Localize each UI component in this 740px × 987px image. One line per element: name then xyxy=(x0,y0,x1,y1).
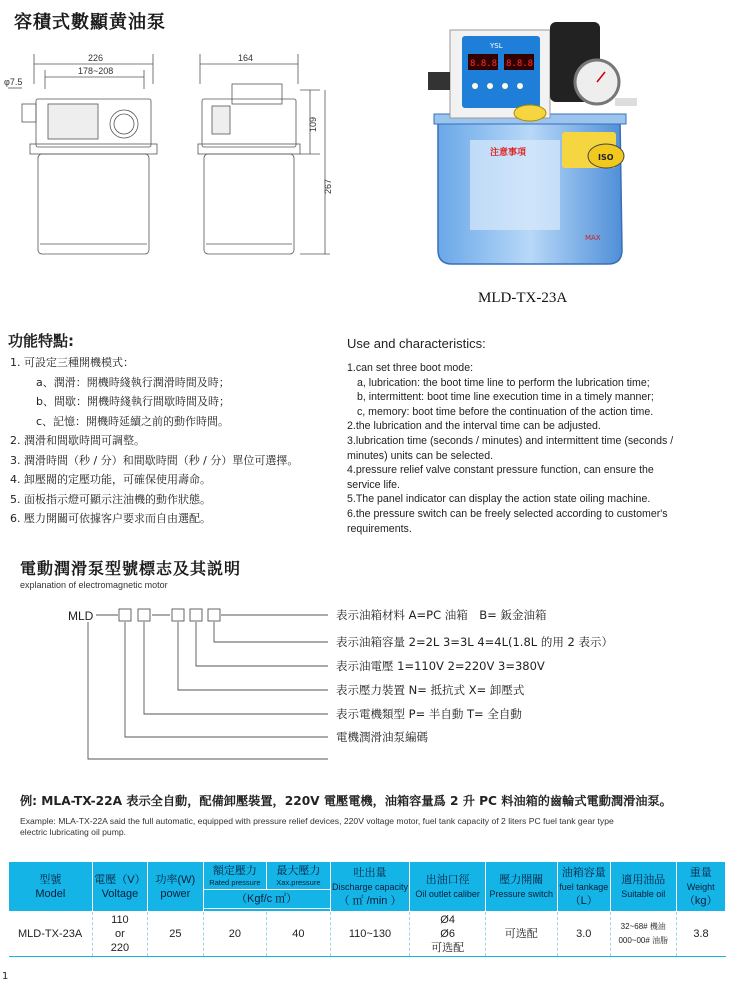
feature-en-1c: c, memory: boot time before the continuation of the action time. xyxy=(357,405,654,418)
cell-max: 40 xyxy=(267,912,331,957)
feature-en-5: 5.The panel indicator can display the action state oiling machine. xyxy=(347,493,651,506)
table-row xyxy=(9,912,726,957)
feature-cn-1c: c、記憶：開機時延續之前的動作時間。 xyxy=(36,414,230,428)
cell-switch: 可选配 xyxy=(485,912,557,957)
brand-label: YSL xyxy=(490,42,503,50)
model-desc-4: 表示壓力裝置 N= 抵抗式 X= 卸壓式 xyxy=(336,683,525,697)
model-desc-6: 電機潤滑油泵編碼 xyxy=(336,730,428,744)
example-en-2: electric lubricating oil pump. xyxy=(20,827,127,837)
dim-226: 226 xyxy=(88,53,104,63)
example-en-1: Example: MLA-TX-22A said the full automatic, equipped with pressure relief devices, 220V voltage motor, fuel tank capacity of 2 liters PC fuel tank gear type xyxy=(20,816,614,826)
model-prefix: MLD xyxy=(68,609,94,623)
dim-164: 164 xyxy=(238,53,254,63)
page-title: 容積式數顯黄油泵 xyxy=(14,12,166,33)
th-tank: 油箱容量 fuel tankage （L） xyxy=(557,862,610,912)
tank-label: MAX xyxy=(585,234,601,242)
model-desc-2: 表示油箱容量 2=2L 3=3L 4=4L(1.8L 的用 2 表示） xyxy=(336,635,613,649)
th-max: 最大壓力 Xax.pressure xyxy=(267,862,331,890)
cell-discharge: 110~130 xyxy=(330,912,410,957)
cell-tank: 3.0 xyxy=(557,912,610,957)
feature-en-4: 4.pressure relief valve constant pressure function, can ensure the xyxy=(347,464,654,477)
features-heading-cn: 功能特點: xyxy=(8,332,74,350)
model-section-subtitle: explanation of electromagnetic motor xyxy=(20,580,168,590)
cell-voltage: 110 or 220 xyxy=(92,912,147,957)
feature-en-6: 6.the pressure switch can be freely selected according to customer's xyxy=(347,507,668,520)
model-desc-3: 表示油電壓 1=110V 2=220V 3=380V xyxy=(336,659,545,673)
feature-cn-6: 6. 壓力開關可依據客户要求而自由選配。 xyxy=(10,512,211,525)
cell-oil: 32~68# 機油 000~00# 油脂 xyxy=(610,912,676,957)
features-heading-en: Use and characteristics: xyxy=(347,336,486,351)
dim-phi: φ7.5 xyxy=(4,77,23,87)
th-switch: 壓力開關 Pressure switch xyxy=(485,862,557,912)
feature-cn-1b: b、間歇：開機時綫執行間歇時間及時； xyxy=(36,395,230,408)
feature-en-3: 3.lubrication time (seconds / minutes) and intermittent time (seconds / xyxy=(347,434,674,447)
iso-label: ISO xyxy=(598,153,614,162)
cell-power: 25 xyxy=(148,912,203,957)
dim-109: 109 xyxy=(308,116,318,132)
th-outlet: 出油口徑 Oil outlet caliber xyxy=(410,862,486,912)
cell-outlet: Ø4 Ø6 可选配 xyxy=(410,912,486,957)
notice-label: 注意事項 xyxy=(490,148,527,158)
feature-en-1a: a, lubrication: the boot time line to perform the lubrication time; xyxy=(357,376,650,389)
th-power: 功率(W) power xyxy=(148,862,203,912)
cell-rated: 20 xyxy=(203,912,267,957)
page-number: 1 xyxy=(2,971,9,982)
model-desc-1: 表示油箱材料 A=PC 油箱 B= 鈑金油箱 xyxy=(336,608,547,622)
feature-cn-1: 1. 可設定三種開機模式： xyxy=(10,356,134,369)
feature-en-1: 1.can set three boot mode: xyxy=(347,362,474,374)
features-list-en xyxy=(347,361,673,536)
photo-caption: MLD-TX-23A xyxy=(478,290,568,306)
feature-en-6b: requirements. xyxy=(347,522,412,535)
features-list-cn xyxy=(10,353,298,529)
cell-model: MLD-TX-23A xyxy=(9,912,93,957)
feature-cn-1a: a、潤滑：開機時綫執行潤滑時間及時； xyxy=(36,375,230,389)
feature-en-2: 2.the lubrication and the interval time can be adjusted. xyxy=(347,420,601,433)
dim-267: 267 xyxy=(323,178,333,194)
feature-cn-4: 4. 卸壓閥的定壓功能，可確保使用壽命。 xyxy=(10,473,211,486)
dim-178-208: 178~208 xyxy=(78,66,114,76)
display-right: 8.8.8 xyxy=(506,59,534,69)
product-photo xyxy=(410,10,660,280)
technical-drawing xyxy=(0,44,345,269)
example-cn: 例: MLA-TX-22A 表示全自動，配備卸壓裝置，220V 電壓電機，油箱容量爲 2 升 PC 料油箱的齒輪式電動潤滑油泵。 xyxy=(20,794,672,808)
feature-cn-2: 2. 潤滑和間歇時間可調整。 xyxy=(10,434,145,447)
th-discharge: 吐出量 Discharge capacity （ ㎡ /min ） xyxy=(330,862,410,912)
feature-en-4b: service life. xyxy=(347,478,400,491)
model-code-diagram xyxy=(66,602,336,764)
feature-cn-3: 3. 潤滑時間（秒 / 分）和間歇時間（秒 / 分）單位可選擇。 xyxy=(10,453,299,467)
display-left: 8.8.8 xyxy=(470,59,498,69)
th-rated: 額定壓力 Rated pressure xyxy=(203,862,267,890)
feature-en-3b: minutes) units can be selected. xyxy=(347,449,494,462)
th-kgf: （Kgf/c ㎡） xyxy=(203,890,330,909)
spec-table xyxy=(8,861,726,957)
model-desc-5: 表示電機類型 P= 半自動 T= 全自動 xyxy=(336,707,522,721)
table-header-row xyxy=(9,862,726,890)
model-section-title: 電動潤滑泵型號標志及其説明 xyxy=(20,559,242,578)
th-weight: 重量 Weight （kg） xyxy=(676,862,725,912)
th-voltage: 電壓（V） Voltage xyxy=(92,862,147,912)
cell-weight: 3.8 xyxy=(676,912,725,957)
feature-cn-5: 5. 面板指示燈可顯示注油機的動作狀態。 xyxy=(10,492,211,506)
th-model: 型號 Model xyxy=(9,862,93,912)
th-oil: 適用油品 Suitable oil xyxy=(610,862,676,912)
feature-en-1b: b, intermittent: boot time line execution time in a timely manner; xyxy=(357,391,654,404)
